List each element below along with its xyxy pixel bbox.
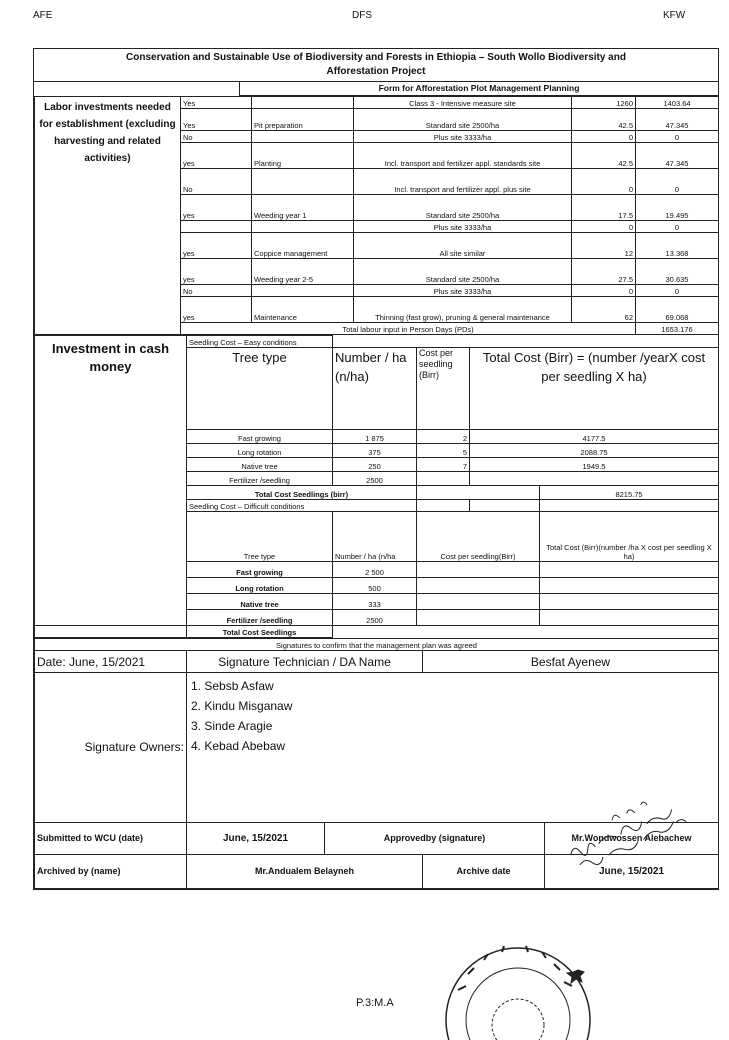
list-item: 3. Sinde Aragie: [191, 719, 273, 733]
labor-value: 47.345: [636, 143, 719, 169]
header-afe: AFE: [33, 10, 53, 21]
labor-flag: yes: [181, 195, 252, 221]
difficult-col-total: Total Cost (Birr)(number /ha X cost per seedling X ha): [540, 512, 719, 562]
labor-flag: yes: [181, 297, 252, 323]
seedling-easy-table: Investment in cash money Seedling Cost – Easy conditions Tree type Number / ha (n/ha) Cost per seedling (Birr) Total Cost (Birr) = (number /yearX cost per seedling X ha) Fast growing 1 875 2 4177.5 Long rotation 375 5 2088.75 Native tree 250 7 1949.5 Fertilizer /seedling 2500 Total Cost Seedlings (birr) 8215.75 Seedling Cost – Difficult conditions Tree type Number / ha (n/ha Cost per seedling(Birr) Total Cost (Birr)(number /ha X cost per seedling X ha) Fast growing 2 500 Long rotation 500 Native tree 333 Fertilizer /seedling 2500 Total Cost Seedlings: [34, 335, 719, 638]
labor-flag: Yes: [181, 97, 252, 109]
labor-activity: Weeding year 2-5: [252, 259, 354, 285]
difficult-caption: Seedling Cost – Difficult conditions: [187, 500, 417, 512]
table-row: Long rotation: [187, 444, 333, 458]
list-item: 1. Sebsb Asfaw: [191, 679, 274, 693]
labor-value: 47.345: [636, 109, 719, 131]
archived-label: Archived by (name): [35, 855, 187, 889]
footer-code: P.3:M.A: [356, 997, 394, 1009]
labor-pd: 62: [572, 297, 636, 323]
labor-value: 0: [636, 285, 719, 297]
easy-caption: Seedling Cost – Easy conditions: [187, 336, 333, 348]
technician-label: Signature Technician / DA Name: [187, 651, 423, 673]
easy-col-total: Total Cost (Birr) = (number /yearX cost per seedling X ha): [470, 348, 719, 430]
labor-flag: No: [181, 131, 252, 143]
header-dfs: DFS: [352, 10, 372, 21]
labor-activity: [252, 97, 354, 109]
date-label: Date: June, 15/2021: [35, 651, 187, 673]
difficult-total-label: Total Cost Seedlings: [187, 626, 333, 638]
labor-flag: [181, 221, 252, 233]
difficult-col-number: Number / ha (n/ha: [333, 512, 417, 562]
labor-flag: No: [181, 285, 252, 297]
easy-total-value: 8215.75: [540, 486, 719, 500]
labor-flag: yes: [181, 143, 252, 169]
labor-item: Plus site 3333/ha: [354, 131, 572, 143]
easy-col-cost: Cost per seedling (Birr): [417, 348, 470, 430]
labor-pd: 17.5: [572, 195, 636, 221]
labor-activity: [252, 169, 354, 195]
labor-table: [34, 96, 719, 335]
labor-value: 1403.64: [636, 97, 719, 109]
labor-item: Thinning (fast grow), pruning & general maintenance: [354, 297, 572, 323]
archive-date: June, 15/2021: [545, 855, 719, 889]
submitted-date: June, 15/2021: [187, 823, 325, 855]
table-row: Fertilizer /seedling: [187, 472, 333, 486]
labor-item: Class 3 - Intensive measure site: [354, 97, 572, 109]
labor-activity: Maintenance: [252, 297, 354, 323]
labor-item: Incl. transport and fertilizer appl. plus site: [354, 169, 572, 195]
difficult-col-tree: Tree type: [187, 512, 333, 562]
labor-pd: 0: [572, 131, 636, 143]
table-row: Fast growing: [187, 430, 333, 444]
table-row: [35, 97, 719, 109]
labor-value: 0: [636, 221, 719, 233]
labor-item: Incl. transport and fertilizer appl. standards site: [354, 143, 572, 169]
difficult-col-cost: Cost per seedling(Birr): [417, 512, 540, 562]
approved-label: Approvedby (signature): [325, 823, 545, 855]
labor-item: Plus site 3333/ha: [354, 221, 572, 233]
labor-item: Standard site 2500/ha: [354, 195, 572, 221]
cash-section-label: Investment in cash money: [35, 336, 187, 626]
labor-value: 30.635: [636, 259, 719, 285]
labor-pd: 12: [572, 233, 636, 259]
handwritten-signature-image: [556, 795, 706, 865]
easy-col-tree: Tree type: [187, 348, 333, 430]
table-row: Native tree: [187, 594, 333, 610]
list-item: 4. Kebad Abebaw: [191, 739, 286, 753]
signature-confirm-label: Signatures to confirm that the management plan was agreed: [35, 639, 719, 651]
header-kfw: KFW: [663, 10, 686, 21]
labor-activity: Coppice management: [252, 233, 354, 259]
labor-item: Standard site 2500/ha: [354, 259, 572, 285]
labor-activity: Pit preparation: [252, 109, 354, 131]
table-row: Fertilizer /seedling: [187, 610, 333, 626]
labor-flag: Yes: [181, 109, 252, 131]
labor-item: All site similar: [354, 233, 572, 259]
labor-item: Plus site 3333/ha: [354, 285, 572, 297]
labor-section-label: Labor investments needed for establishment (excluding harvesting and related activities): [35, 97, 181, 335]
labor-item: Standard site 2500/ha: [354, 109, 572, 131]
labor-flag: No: [181, 169, 252, 195]
owners-label: Signature Owners:: [35, 673, 187, 823]
submitted-label: Submitted to WCU (date): [35, 823, 187, 855]
labor-activity: Planting: [252, 143, 354, 169]
labor-value: 0: [636, 131, 719, 143]
labor-value: 69.068: [636, 297, 719, 323]
labor-pd: 42.5: [572, 109, 636, 131]
easy-total-label: Total Cost Seedlings (birr): [187, 486, 417, 500]
labor-pd: 1260: [572, 97, 636, 109]
table-row: Native tree: [187, 458, 333, 472]
form-title: Form for Afforestation Plot Management Planning: [239, 82, 718, 96]
labor-pd: 0: [572, 221, 636, 233]
archived-name: Mr.Andualem Belayneh: [187, 855, 423, 889]
labor-total-label: Total labour input in Person Days (PDs): [181, 323, 636, 335]
labor-flag: yes: [181, 233, 252, 259]
labor-pd: 27.5: [572, 259, 636, 285]
archive-date-label: Archive date: [423, 855, 545, 889]
management-plan-form: [33, 48, 719, 890]
table-row: Long rotation: [187, 578, 333, 594]
labor-value: 13.368: [636, 233, 719, 259]
table-row: Fast growing: [187, 562, 333, 578]
labor-activity: [252, 285, 354, 297]
project-title: Conservation and Sustainable Use of Biodiversity and Forests in Ethiopia – South Wollo Biodiversity and Afforestation Project: [34, 49, 718, 82]
labor-value: 19.495: [636, 195, 719, 221]
easy-col-number: Number / ha (n/ha): [333, 348, 417, 430]
approved-name: Mr.Wondwossen Alebachew: [545, 823, 719, 855]
labor-flag: yes: [181, 259, 252, 285]
labor-activity: Weeding year 1: [252, 195, 354, 221]
technician-name: Besfat Ayenew: [423, 651, 719, 673]
labor-activity: [252, 221, 354, 233]
labor-pd: 0: [572, 169, 636, 195]
labor-pd: 42.5: [572, 143, 636, 169]
list-item: 2. Kindu Misganaw: [191, 699, 293, 713]
labor-activity: [252, 131, 354, 143]
labor-value: 0: [636, 169, 719, 195]
labor-total-value: 1653.176: [636, 323, 719, 335]
labor-pd: 0: [572, 285, 636, 297]
